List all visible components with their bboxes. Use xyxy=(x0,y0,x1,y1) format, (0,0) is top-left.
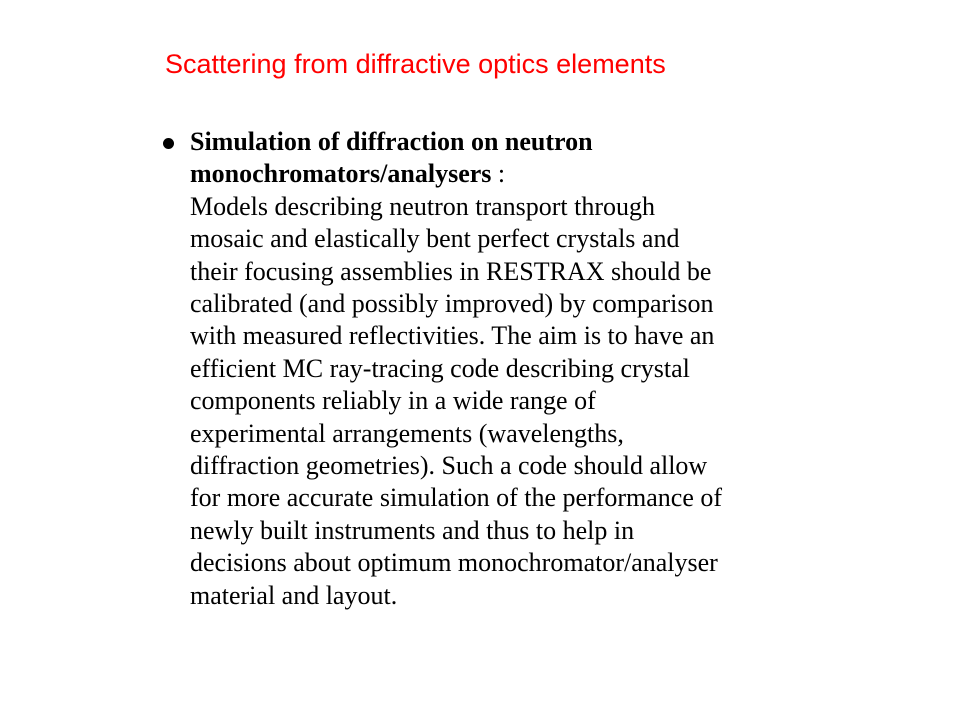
body-line: newly built instruments and thus to help in xyxy=(190,515,635,545)
body-line: efficient MC ray-tracing code describing crystal xyxy=(190,353,690,383)
body-line: material and layout. xyxy=(190,580,398,610)
body-line: with measured reflectivities. The aim is to have an xyxy=(190,321,715,351)
bullet-heading-line-1: Simulation of diffraction on neutron xyxy=(190,127,593,156)
body-line: Models describing neutron transport through xyxy=(190,191,656,221)
bullet-dot-icon xyxy=(163,138,174,149)
body-line: components reliably in a wide range of xyxy=(190,386,596,416)
bullet-heading-line-2 xyxy=(190,158,870,190)
body-line: experimental arrangements (wavelengths, xyxy=(190,418,624,448)
body-line: for more accurate simulation of the performance of xyxy=(190,483,723,513)
bullet-heading-suffix: : xyxy=(491,159,506,189)
bullet-heading-emphasis: monochromators/analysers xyxy=(190,159,492,189)
body-line: diffraction geometries). Such a code should allow xyxy=(190,451,708,481)
body-line: their focusing assemblies in RESTRAX should be xyxy=(190,256,712,286)
bullet-text xyxy=(190,126,870,612)
body-line: decisions about optimum monochromator/analyser xyxy=(190,548,718,578)
slide-title: Scattering from diffractive optics elements xyxy=(165,49,666,79)
body-line: mosaic and elastically bent perfect crystals and xyxy=(190,224,680,254)
body-line: calibrated (and possibly improved) by comparison xyxy=(190,289,714,319)
